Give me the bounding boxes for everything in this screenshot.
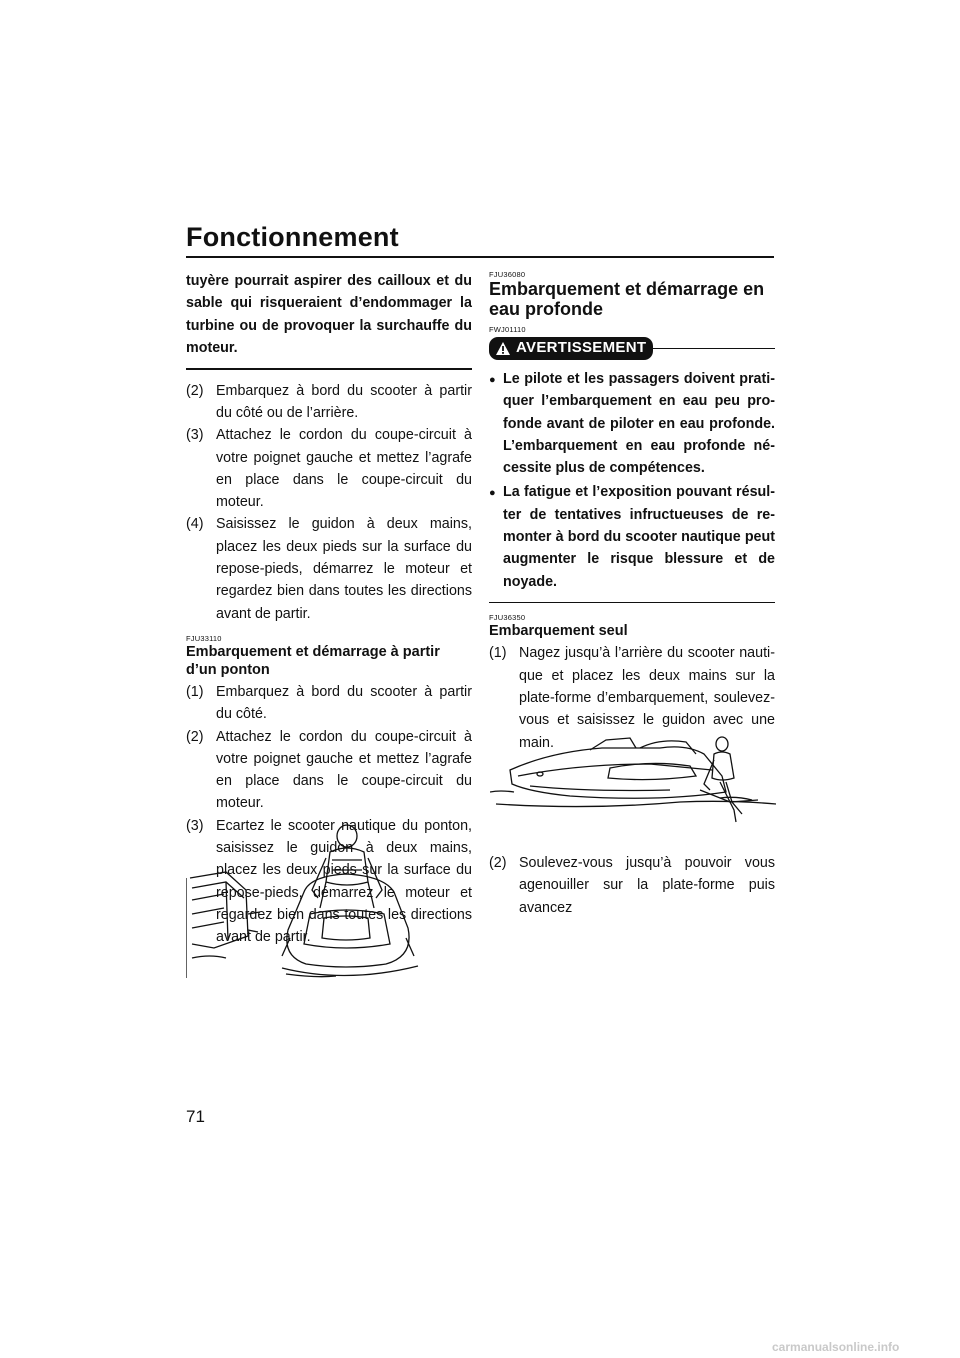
bullet-dot: ● <box>489 374 496 386</box>
step-item <box>186 380 472 425</box>
warning-end-rule <box>186 368 472 370</box>
step-text: Ecartez le scooter nautique du ponton, saisissez le guidon à deux mains, placez les deux pieds sur la surface du repose-pieds, démarrez le moteur et regardez bien dans toutes les directions avant de partir. <box>216 817 472 946</box>
step-number: (2) <box>186 382 204 399</box>
pontoon-boarding-illustration <box>186 818 448 980</box>
step-number: (2) <box>186 728 204 745</box>
step-number: (1) <box>489 645 507 662</box>
step-text: Embarquez à bord du scooter à partir du côté ou de l’arrière. <box>216 382 472 421</box>
step-number: (3) <box>186 817 204 834</box>
warning-code: FWJ01110 <box>489 325 526 334</box>
page-title: Fonctionnement <box>186 222 399 252</box>
warning-bullet <box>489 368 775 479</box>
warning-continuation: tuyère pourrait aspirer des cailloux et du sable qui risqueraient d’endommager la turbine ou de provoquer la surchauffe du moteur. <box>186 273 472 356</box>
step-text: Embarquez à bord du scooter à partir du côté. <box>216 683 472 723</box>
step-text: Soulevez-vous jusqu’à pouvoir vous agenouiller sur la plate-forme puis avancez <box>519 855 775 916</box>
warning-banner <box>489 337 775 360</box>
step-text: Nagez jusqu’à l’arrière du scooter nautique et placez les deux mains sur la plate-forme d’embarquement, soulevez-vous et saisissez le guidon avec une main. <box>519 645 775 751</box>
warning-end-rule <box>489 602 775 604</box>
step-number: (3) <box>186 427 204 444</box>
bullet-dot: ● <box>489 487 496 500</box>
warning-text: La fatigue et l’exposition pouvant résulter de tentatives infructueuses de remonter à bord du scooter nautique peut augmenter le risque blessure et de noyade. <box>503 484 775 590</box>
header-rule <box>186 256 774 258</box>
step-item <box>489 852 775 919</box>
step-text: Saisissez le guidon à deux mains, placez les deux pieds sur la surface du repose-pieds, démarrez le moteur et regardez bien dans toutes les directions avant de partir. <box>216 516 472 622</box>
page-number: 71 <box>186 1107 205 1126</box>
subsection-title: Embarquement seul <box>489 623 628 640</box>
step-number: (1) <box>186 683 204 700</box>
section-title: Embarquement et démarrage à partir d’un ponton <box>186 643 440 678</box>
right-column <box>489 270 775 754</box>
warning-label-box <box>489 337 653 360</box>
warning-bullet <box>489 481 775 592</box>
step-number: (2) <box>489 855 507 871</box>
step-item <box>186 424 472 513</box>
step-item <box>186 513 472 624</box>
subsection-code: FJU36350 <box>489 613 526 623</box>
section-title: Embarquement et démarrage en eau profonde <box>489 279 765 319</box>
right-column-continued <box>489 852 775 919</box>
warning-text: Le pilote et les passagers doivent pratiquer l’embarquement en eau peu profonde avant de piloter en eau profonde. L’embarquement en eau profonde nécessite plus de compétences. <box>503 371 775 477</box>
step-item <box>186 681 472 726</box>
warning-label: AVERTISSEMENT <box>516 339 647 357</box>
warning-banner-rule <box>653 348 775 350</box>
step-item <box>186 726 472 815</box>
step-list-a <box>186 380 472 625</box>
warning-triangle-icon <box>495 341 511 356</box>
footer-watermark: carmanualsonline.info <box>772 1340 900 1354</box>
step-text: Attachez le cordon du coupe-circuit à votre poignet gauche et mettez l’agrafe en place dans le coupe-circuit du moteur. <box>216 427 472 511</box>
section-code: FJU33110 <box>186 633 222 643</box>
section-code: FJU36080 <box>489 270 526 279</box>
deep-water-boarding-illustration <box>490 730 776 830</box>
step-text: Attachez le cordon du coupe-circuit à votre poignet gauche et mettez l’agrafe en place dans le coupe-circuit du moteur. <box>216 728 472 812</box>
step-number: (4) <box>186 516 204 533</box>
